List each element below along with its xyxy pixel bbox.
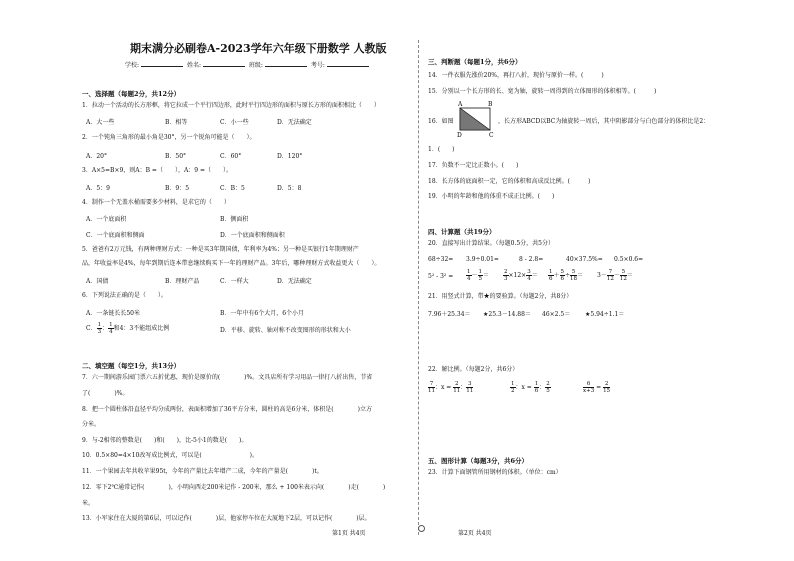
proportion-1: $\frac{7}{11}$ ：x = $\frac{2}{11}$ ： $\frac{3}{11}$ [428,381,474,394]
question-7-line1: 7．六一期间游乐园门票六五折优惠，现价是原价的( )%。文具店所有学习用品一律打八折出售，节省 [82,374,373,381]
q2-option-d: D．120° [277,153,303,160]
question-16-pre: 16．如图 [428,118,454,125]
q3-option-d: D．5：8 [277,185,302,192]
number-label: 考号: [310,62,325,69]
calc-item-frac: $\frac{2}{3}$ ×12× $\frac{3}{4}$ ＝ [504,269,538,282]
q4-option-a: A．一个底面积 [86,216,127,223]
q6-option-a: A．一条链长长50米 [86,310,140,317]
q1-option-a: A．大一些 [86,119,115,126]
proportion-3: $\frac{6}{x+3}$ = $\frac{2}{15}$ [583,381,611,394]
section-figure: 五、图形计算（每题3分，共6分） [428,457,529,465]
section-judge: 三、判断题（每题1分，共6分） [428,58,522,66]
question-20: 20．直接写出计算结果。（每题0.5分，共5分） [428,240,554,247]
q4-option-b: B．侧面积 [220,216,249,223]
question-7-line2: 了( )%。 [82,390,129,397]
binding-hole [418,525,425,532]
question-1: 1．拉动一个活动的长方形框，将它拉成一个平行四边形，此时平行四边形的面积与原长方形的面积相比（ ） [82,102,380,109]
vertical-calc-item: ★25.3－14.88＝ [483,311,531,318]
vertical-calc-item: 46×2.5＝ [542,311,571,318]
question-8-line1: 8．把一个圆柱体沿直径平均分成两份，表面积增加了36平方分米，圆柱的高是6分米，体积是( )立方 [82,406,372,413]
q1-option-c: C．小一些 [220,119,249,126]
student-info-row [125,60,371,69]
q1-option-b: B．相等 [165,119,188,126]
question-3: 3．A×5=B×9，则A：B =（ ），A：9 =（ ）。 [82,167,233,174]
question-16-post: ，长方形ABCD以BC为轴旋转一周后，其中阴影部分与白色部分的体积比是2： [498,118,710,125]
calc-item-frac: $\frac{1}{6}$ ＋ $\frac{5}{6}$ ÷ $\frac{5}{18}$ ＝ [549,269,584,282]
calc-item: 40×37.5%= [566,256,603,263]
q2-option-c: C．60° [220,153,242,160]
q6-option-b: B．一年中有6个大月，6个小月 [220,310,305,317]
question-13: 13．小军家住在大厦的第6层，可以记作( )层，他家停车位在大厦地下2层，可以记作( )层。 [82,515,371,522]
question-9: 9．与-2相邻的整数是( )和( )，比-5小1的数是( )。 [82,437,248,444]
q6-option-c: C． $\frac{1}{3}$ ： $\frac{1}{4}$ 和4：3不能组成比例 [86,322,170,335]
calc-item: 0.5×0.6= [614,256,644,263]
q5-option-b: B．理财产品 [165,278,200,285]
calc-item: 8 - 2.8= [519,256,544,263]
school-blank[interactable] [141,60,183,67]
q3-option-a: A．5：9 [86,185,110,192]
q4-option-d: D．一个底面积和侧面积 [220,232,285,239]
q6-option-d: D．平移、旋转、轴对称不改变图形的形状和大小 [220,327,351,334]
name-blank[interactable] [203,60,245,67]
question-17: 17．负数不一定比正数小。( ) [428,162,519,169]
school-label: 学校: [125,62,140,69]
page-title: 期末满分必刷卷A-2023学年六年级下册数学 人教版 [130,42,387,55]
question-23: 23．计算下面钢管所用钢材的体积。（单位：cm） [428,469,562,476]
question-6: 6．下列说法正确的是（ ）。 [82,292,167,299]
page-divider [418,40,419,535]
question-21: 21．用竖式计算，带★的要验算。（每题2分，共8分） [428,293,573,300]
question-18: 18．长方体的底面积一定，它的体积和高成反比例。( ) [428,178,591,185]
q2-option-a: A．20° [86,153,107,160]
question-4: 4．制作一个无盖水桶需要多少材料，是求它的（ ） [82,199,230,206]
calc-item: 3.9÷0.01= [466,256,499,263]
question-12-line2: 米。 [82,500,95,507]
q5-option-d: D．无法确定 [277,278,312,285]
question-5-line1: 5．爸爸有2万元钱，有两种理财方式：一种是买3年期国债，年利率为4%；另一种是买银行1年期理财产 [82,246,359,253]
q5-option-c: C．一样大 [220,278,249,285]
calc-item-frac: 3－ $\frac{7}{12}$ － $\frac{5}{12}$ ＝ [597,269,633,282]
class-blank[interactable] [265,60,307,67]
q5-option-a: A．国债 [86,278,109,285]
q2-option-b: B．50° [165,153,187,160]
calc-item-frac: $\frac{1}{4}$ － $\frac{1}{5}$ ＝ [467,269,490,282]
q4-option-c: C．一个底面积和侧面 [86,232,145,239]
vertical-calc-item: 7.96＋25.34＝ [428,311,471,318]
question-22: 22．解比例。（每题2分，共6分） [428,366,519,373]
fraction: $\frac{1}{4}$ [109,322,113,335]
q1-option-d: D．无法确定 [277,119,312,126]
question-8-line2: 分米。 [82,421,101,428]
question-15: 15．分别以一个长方形的长、宽为轴，旋转一周得到的立体图形的体积相等。( ) [428,88,657,95]
proportion-2: $\frac{1}{2}$ ：x = $\frac{1}{6}$ ： $\frac{2}{5}$ [511,381,550,394]
footer-page-left: 第1页 共4页 [332,530,366,537]
name-label: 姓名: [186,62,201,69]
question-19: 19．小明的年龄和他的体重不成正比例。( ) [428,193,555,200]
section-fill: 二、填空题（每空1分，共13分） [82,362,181,370]
label-d: D [457,132,462,138]
number-blank[interactable] [327,60,369,67]
calc-item: 68÷32= [428,256,454,263]
fraction: $\frac{1}{3}$ [97,322,102,335]
q3-option-c: C．B：5 [220,185,245,192]
rectangle-figure [456,100,496,138]
q3-option-b: B．9：5 [165,185,190,192]
question-16-end: 1．( ) [428,146,455,153]
rectangle-figure-svg [456,100,496,138]
question-12-line1: 12．零下2℃通常记作( )，小明向西走200米记作 - 200米，那么 + 100米表示向( )走( ) [82,484,386,491]
section-calc: 四、计算题（共19分） [428,228,496,236]
label-b: B [488,101,493,108]
vertical-calc-item: ★5.94÷1.1＝ [585,311,625,318]
question-10: 10．0.5×80=4×10改写成比例式，可以是( )。 [82,452,259,459]
calc-item: 5² - 3² = [428,273,454,280]
label-a: A [458,101,463,108]
footer-page-right: 第2页 共4页 [458,530,492,537]
question-2: 2．一个钝角三角形的最小角是30°，另一个锐角可能是（ ）。 [82,134,256,141]
question-14: 14．一件衣服先涨价20%，再打八折，现价与原价一样。( ) [428,72,604,79]
question-5-line2: 品，年收益率是4%，每年到期后连本带息继续购买下一年的理财产品。3年后，哪种理财方式收益更大（ ）。 [82,260,381,267]
section-choice: 一、选择题（每题2分，共12分） [82,90,181,98]
class-label: 班级: [248,62,263,69]
label-c: C [489,132,494,138]
question-11: 11．一个果园去年共收苹果95t，今年的产量比去年增产二成，今年的产量是( )t。 [82,468,323,475]
